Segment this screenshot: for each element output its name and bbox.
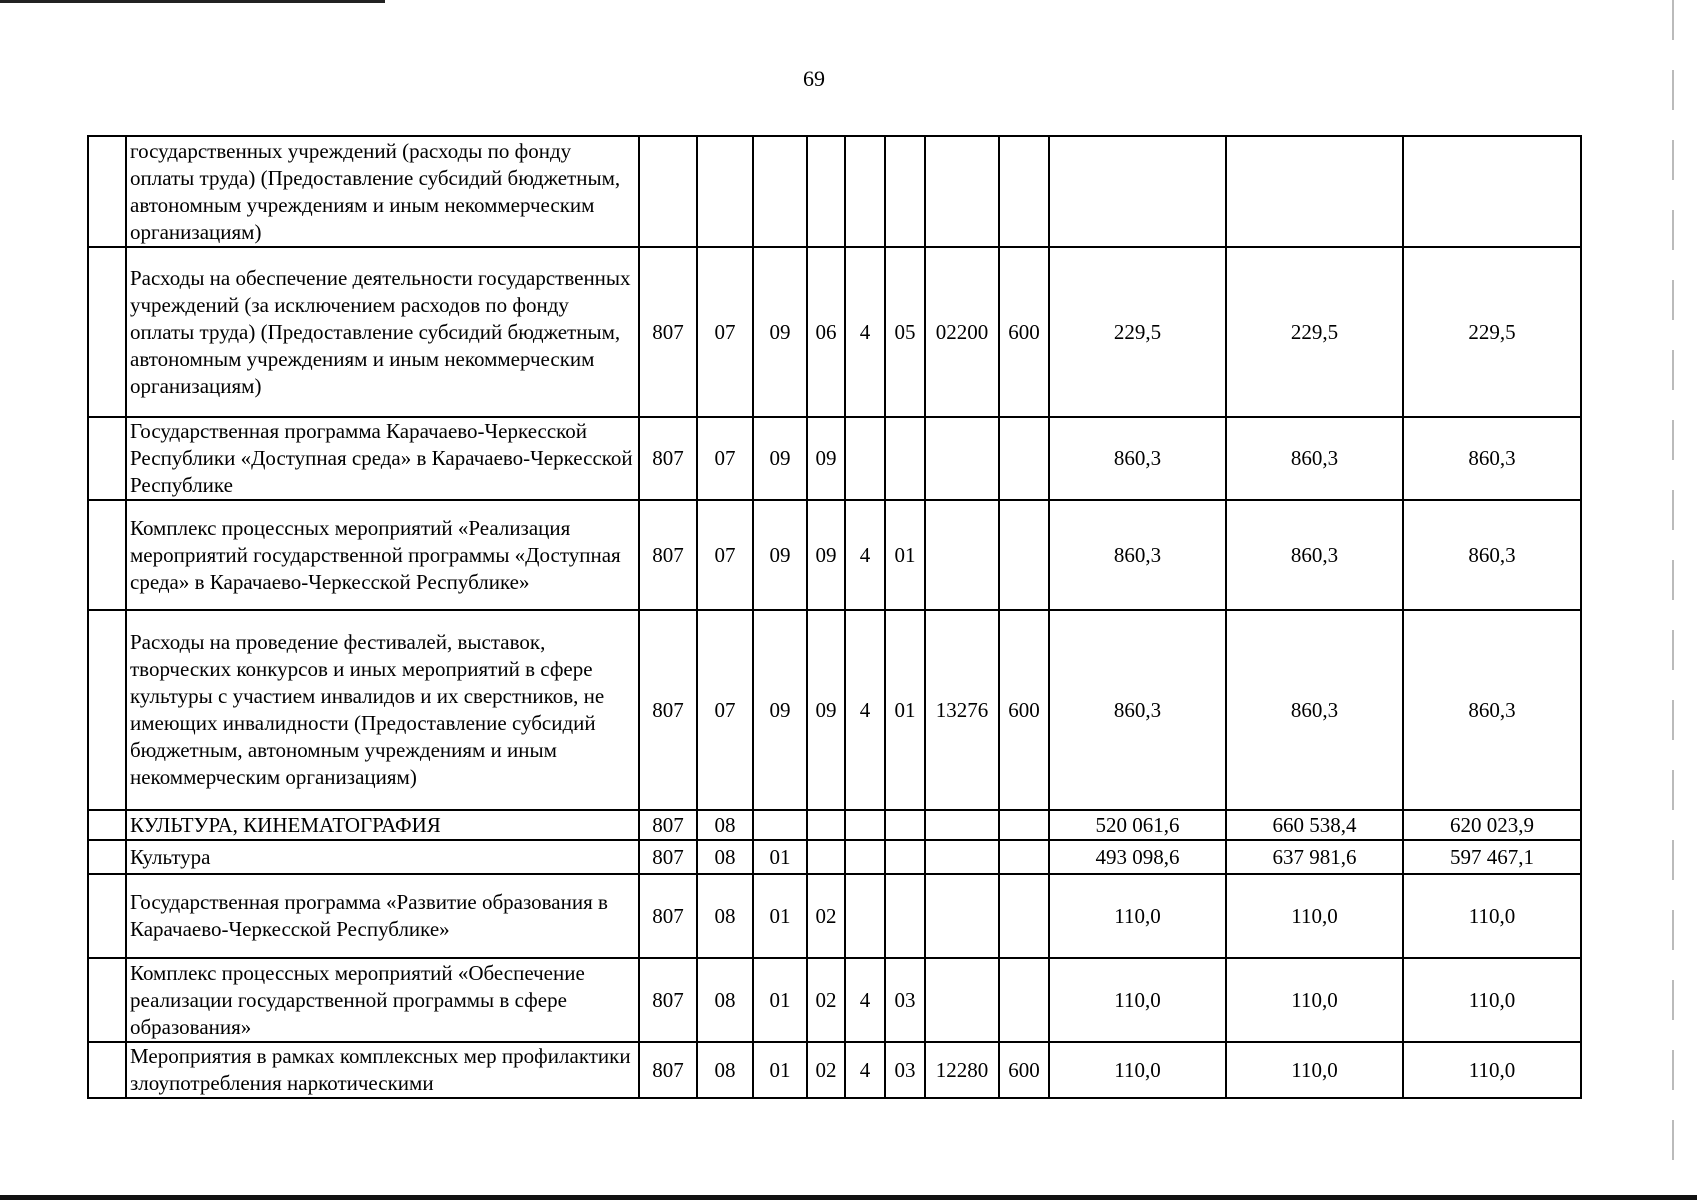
program-code: 09 xyxy=(807,500,845,610)
table-row xyxy=(88,136,1581,247)
expense-type-code: 600 xyxy=(999,247,1049,417)
amount-year-1: 110,0 xyxy=(1049,958,1226,1042)
amount-year-1: 110,0 xyxy=(1049,1042,1226,1098)
amount-year-1: 229,5 xyxy=(1049,247,1226,417)
amount-year-2: 637 981,6 xyxy=(1226,840,1403,874)
row-number-cell xyxy=(88,810,126,840)
budget-table xyxy=(87,135,1582,1099)
table-row xyxy=(88,810,1581,840)
row-number-cell xyxy=(88,1042,126,1098)
admin-code: 807 xyxy=(639,1042,697,1098)
table-row xyxy=(88,417,1581,500)
section-code: 08 xyxy=(697,1042,753,1098)
amount-year-3: 860,3 xyxy=(1403,417,1581,500)
expense-type-code: 600 xyxy=(999,1042,1049,1098)
expense-code: 13276 xyxy=(925,610,999,810)
type-code: 4 xyxy=(845,247,885,417)
row-name: Государственная программа «Развитие образования в Карачаево-Черкесской Республике» xyxy=(126,874,639,958)
expense-type-code xyxy=(999,874,1049,958)
scan-edge-bottom xyxy=(0,1195,1697,1200)
program-code: 06 xyxy=(807,247,845,417)
row-name: Комплекс процессных мероприятий «Реализация мероприятий государственной программы «Доступная среда» в Карачаево-Черкесской Республике» xyxy=(126,500,639,610)
amount-year-3 xyxy=(1403,136,1581,247)
row-name: Государственная программа Карачаево-Черкесской Республики «Доступная среда» в Карачаево-Черкесской Республике xyxy=(126,417,639,500)
expense-code xyxy=(925,417,999,500)
admin-code: 807 xyxy=(639,810,697,840)
section-code: 08 xyxy=(697,874,753,958)
section-code: 07 xyxy=(697,247,753,417)
program-code xyxy=(807,840,845,874)
type-code xyxy=(845,840,885,874)
subsection-code: 09 xyxy=(753,500,807,610)
type-code: 4 xyxy=(845,610,885,810)
admin-code: 807 xyxy=(639,840,697,874)
table-row xyxy=(88,247,1581,417)
amount-year-2: 660 538,4 xyxy=(1226,810,1403,840)
subsection-code: 01 xyxy=(753,840,807,874)
amount-year-3: 110,0 xyxy=(1403,958,1581,1042)
expense-type-code: 600 xyxy=(999,610,1049,810)
direction-code: 05 xyxy=(885,247,925,417)
amount-year-1: 493 098,6 xyxy=(1049,840,1226,874)
amount-year-3: 110,0 xyxy=(1403,874,1581,958)
program-code: 02 xyxy=(807,874,845,958)
amount-year-1: 110,0 xyxy=(1049,874,1226,958)
subsection-code: 09 xyxy=(753,417,807,500)
row-name: Расходы на проведение фестивалей, выставок, творческих конкурсов и иных мероприятий в сфере культуры с участием инвалидов и их сверстников, не имеющих инвалидности (Предоставление субсидий бюджетным, автономным учреждениям и иным некоммерческим организациям) xyxy=(126,610,639,810)
expense-type-code xyxy=(999,840,1049,874)
direction-code xyxy=(885,136,925,247)
program-code: 02 xyxy=(807,958,845,1042)
admin-code: 807 xyxy=(639,958,697,1042)
row-number-cell xyxy=(88,840,126,874)
program-code: 02 xyxy=(807,1042,845,1098)
amount-year-3: 860,3 xyxy=(1403,500,1581,610)
row-name: Культура xyxy=(126,840,639,874)
direction-code xyxy=(885,840,925,874)
expense-code xyxy=(925,500,999,610)
type-code: 4 xyxy=(845,1042,885,1098)
subsection-code: 01 xyxy=(753,1042,807,1098)
table-row xyxy=(88,610,1581,810)
expense-code xyxy=(925,810,999,840)
direction-code: 03 xyxy=(885,1042,925,1098)
subsection-code xyxy=(753,810,807,840)
admin-code: 807 xyxy=(639,417,697,500)
type-code xyxy=(845,810,885,840)
program-code: 09 xyxy=(807,610,845,810)
amount-year-3: 229,5 xyxy=(1403,247,1581,417)
row-name: Мероприятия в рамках комплексных мер профилактики злоупотребления наркотическими xyxy=(126,1042,639,1098)
expense-code: 02200 xyxy=(925,247,999,417)
section-code: 07 xyxy=(697,417,753,500)
type-code: 4 xyxy=(845,958,885,1042)
section-code: 08 xyxy=(697,840,753,874)
direction-code xyxy=(885,874,925,958)
expense-code xyxy=(925,136,999,247)
section-code: 07 xyxy=(697,500,753,610)
section-code: 07 xyxy=(697,610,753,810)
subsection-code: 09 xyxy=(753,610,807,810)
expense-type-code xyxy=(999,417,1049,500)
direction-code xyxy=(885,417,925,500)
amount-year-3: 620 023,9 xyxy=(1403,810,1581,840)
amount-year-3: 860,3 xyxy=(1403,610,1581,810)
expense-type-code xyxy=(999,810,1049,840)
direction-code: 01 xyxy=(885,500,925,610)
admin-code: 807 xyxy=(639,500,697,610)
scan-edge-top xyxy=(0,0,385,3)
amount-year-2: 110,0 xyxy=(1226,1042,1403,1098)
direction-code: 03 xyxy=(885,958,925,1042)
row-number-cell xyxy=(88,958,126,1042)
expense-type-code xyxy=(999,500,1049,610)
row-name: государственных учреждений (расходы по фонду оплаты труда) (Предоставление субсидий бюджетным, автономным учреждениям и иным некоммерческим организациям) xyxy=(126,136,639,247)
amount-year-2: 110,0 xyxy=(1226,958,1403,1042)
table-row xyxy=(88,958,1581,1042)
row-number-cell xyxy=(88,874,126,958)
subsection-code: 01 xyxy=(753,958,807,1042)
row-name: КУЛЬТУРА, КИНЕМАТОГРАФИЯ xyxy=(126,810,639,840)
admin-code: 807 xyxy=(639,874,697,958)
type-code: 4 xyxy=(845,500,885,610)
amount-year-1: 520 061,6 xyxy=(1049,810,1226,840)
amount-year-2 xyxy=(1226,136,1403,247)
table-row xyxy=(88,500,1581,610)
admin-code xyxy=(639,136,697,247)
program-code xyxy=(807,136,845,247)
row-name: Расходы на обеспечение деятельности государственных учреждений (за исключением расходов по фонду оплаты труда) (Предоставление субсидий бюджетным, автономным учреждениям и иным некоммерческим организациям) xyxy=(126,247,639,417)
expense-type-code xyxy=(999,136,1049,247)
row-number-cell xyxy=(88,610,126,810)
type-code xyxy=(845,417,885,500)
amount-year-2: 110,0 xyxy=(1226,874,1403,958)
row-number-cell xyxy=(88,136,126,247)
amount-year-1: 860,3 xyxy=(1049,610,1226,810)
row-number-cell xyxy=(88,247,126,417)
amount-year-2: 860,3 xyxy=(1226,500,1403,610)
program-code: 09 xyxy=(807,417,845,500)
direction-code xyxy=(885,810,925,840)
expense-code xyxy=(925,958,999,1042)
amount-year-3: 110,0 xyxy=(1403,1042,1581,1098)
type-code xyxy=(845,874,885,958)
table-row xyxy=(88,874,1581,958)
amount-year-1: 860,3 xyxy=(1049,500,1226,610)
section-code: 08 xyxy=(697,958,753,1042)
row-number-cell xyxy=(88,417,126,500)
table-row xyxy=(88,1042,1581,1098)
table-row xyxy=(88,840,1581,874)
amount-year-1: 860,3 xyxy=(1049,417,1226,500)
type-code xyxy=(845,136,885,247)
amount-year-2: 860,3 xyxy=(1226,610,1403,810)
amount-year-2: 860,3 xyxy=(1226,417,1403,500)
subsection-code xyxy=(753,136,807,247)
direction-code: 01 xyxy=(885,610,925,810)
page-number: 69 xyxy=(803,66,825,91)
expense-type-code xyxy=(999,958,1049,1042)
row-number-cell xyxy=(88,500,126,610)
amount-year-2: 229,5 xyxy=(1226,247,1403,417)
scan-edge-right xyxy=(1672,0,1674,1190)
program-code xyxy=(807,810,845,840)
amount-year-1 xyxy=(1049,136,1226,247)
subsection-code: 09 xyxy=(753,247,807,417)
row-name: Комплекс процессных мероприятий «Обеспечение реализации государственной программы в сфере образования» xyxy=(126,958,639,1042)
admin-code: 807 xyxy=(639,247,697,417)
amount-year-3: 597 467,1 xyxy=(1403,840,1581,874)
section-code: 08 xyxy=(697,810,753,840)
expense-code xyxy=(925,840,999,874)
expense-code xyxy=(925,874,999,958)
section-code xyxy=(697,136,753,247)
subsection-code: 01 xyxy=(753,874,807,958)
expense-code: 12280 xyxy=(925,1042,999,1098)
admin-code: 807 xyxy=(639,610,697,810)
